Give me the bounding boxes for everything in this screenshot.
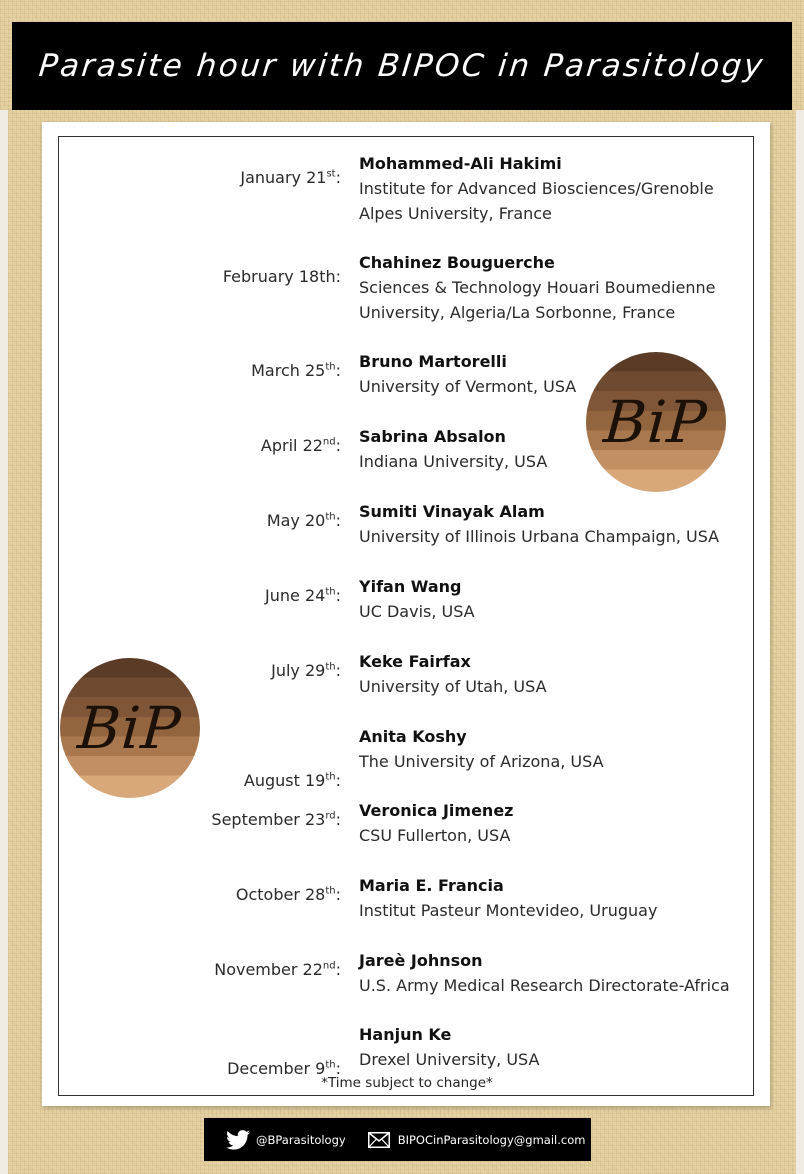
page-edge-right [796,110,804,1174]
talk-info [359,499,754,549]
speaker-affiliation: Institut Pasteur Montevideo, Uruguay [359,901,658,920]
talk-date [267,511,341,530]
contact-email: BIPOCinParasitology@gmail.com [397,1132,586,1147]
speaker-affiliation: Drexel University, USA [359,1050,540,1069]
speaker-affiliation: The University of Arizona, USA [359,752,604,771]
talk-info [359,250,754,325]
talk-date-colon: : [335,586,341,605]
talk-date-colon: : [335,436,341,455]
talk-date-text: April 22 [260,436,323,455]
talk-date [223,267,341,286]
speaker-affiliation: Alpes University, France [359,204,552,223]
twitter-handle: @BParasitology [256,1132,346,1147]
talk-info [359,649,754,699]
talk-date [236,885,341,904]
speaker-name: Bruno Martorelli [359,352,507,371]
talk-date-text: July 29 [271,661,326,680]
speaker-name: Mohammed-Ali Hakimi [359,154,562,173]
talk-date [251,361,341,380]
speaker-name: Maria E. Francia [359,876,504,895]
talk-date-suffix: th [325,885,336,897]
talk-date-suffix: nd [322,960,336,972]
talk-date-colon: : [335,361,341,380]
talk-date-suffix: th [325,661,336,673]
talk-date [240,168,341,187]
contact-footer [204,1118,591,1161]
speaker-name: Anita Koshy [359,727,467,746]
speaker-affiliation: U.S. Army Medical Research Directorate-Africa [359,976,730,995]
talk-date-suffix: st [326,168,336,180]
talk-date-colon: : [335,960,341,979]
speaker-name: Hanjun Ke [359,1025,452,1044]
speaker-affiliation: UC Davis, USA [359,602,475,621]
twitter-link[interactable] [226,1130,346,1150]
speaker-name: Yifan Wang [359,577,462,596]
speaker-affiliation: CSU Fullerton, USA [359,826,511,845]
speaker-name: Veronica Jimenez [359,801,514,820]
talk-date-text: November 22 [214,960,323,979]
bip-logo-top [586,352,726,492]
speaker-affiliation: Sciences & Technology Houari Boumedienne [359,278,716,297]
talk-date-text: September 23 [211,810,326,829]
talk-date-text: June 24 [265,586,326,605]
talk-date [211,810,341,829]
talk-date-text: August 19 [243,771,326,790]
twitter-bird-icon [226,1130,250,1150]
talk-date-colon: : [335,511,341,530]
talk-info [359,724,754,774]
talk-date-text: December 9 [227,1059,326,1078]
speaker-name: Jareè Johnson [359,951,483,970]
bip-logo-text: BiP [602,388,710,456]
talk-date-colon: : [335,1059,341,1078]
talk-date-suffix: th [325,1059,336,1071]
email-link[interactable] [368,1132,586,1148]
talk-date-suffix: th [325,771,336,783]
talk-date-text: March 25 [251,361,326,380]
talk-date-colon: : [335,661,341,680]
talk-date-suffix: th [325,361,336,373]
talk-date-text: January 21 [240,168,327,187]
talk-info [359,798,754,848]
talk-date-text: May 20 [266,511,326,530]
talk-date-colon: : [335,771,341,790]
speaker-affiliation: Indiana University, USA [359,452,548,471]
talk-date [261,436,341,455]
page-title: Parasite hour with BIPOC in Parasitology [37,48,767,84]
speaker-name: Sumiti Vinayak Alam [359,502,545,521]
talk-date-suffix: th [325,511,336,523]
talk-date-colon: : [335,885,341,904]
speaker-affiliation: Institute for Advanced Biosciences/Grenoble [359,179,714,198]
envelope-icon [368,1132,390,1148]
talk-info [359,1022,754,1072]
speaker-affiliation: University of Vermont, USA [359,377,577,396]
talk-date-suffix: th [325,586,336,598]
talk-date [227,1059,341,1078]
speaker-name: Sabrina Absalon [359,427,506,446]
talk-date [271,661,341,680]
talk-date-suffix: rd [325,810,336,822]
talk-date-suffix: nd [322,436,336,448]
title-banner [12,22,792,110]
talk-info [359,574,754,624]
talk-date [265,586,341,605]
speaker-name: Chahinez Bouguerche [359,253,555,272]
talk-info [359,873,754,923]
talk-date [214,960,341,979]
talk-date-colon: : [335,810,341,829]
page-edge-left [0,110,8,1174]
speaker-name: Keke Fairfax [359,652,471,671]
bip-logo-left [60,658,200,798]
speaker-affiliation: University of Utah, USA [359,677,547,696]
talk-date [244,771,341,790]
bip-logo-text: BiP [76,694,184,762]
speaker-affiliation: University of Illinois Urbana Champaign, USA [359,527,720,546]
talk-date-text: February 18th: [222,267,341,286]
schedule-sheet [42,122,770,1106]
time-note: *Time subject to change* [321,1075,493,1091]
schedule-frame [58,136,754,1096]
talk-date-text: October 28 [235,885,326,904]
speaker-affiliation: University, Algeria/La Sorbonne, France [359,303,676,322]
talk-date-colon: : [335,168,341,187]
talk-info [359,948,754,998]
talk-info [359,151,754,226]
